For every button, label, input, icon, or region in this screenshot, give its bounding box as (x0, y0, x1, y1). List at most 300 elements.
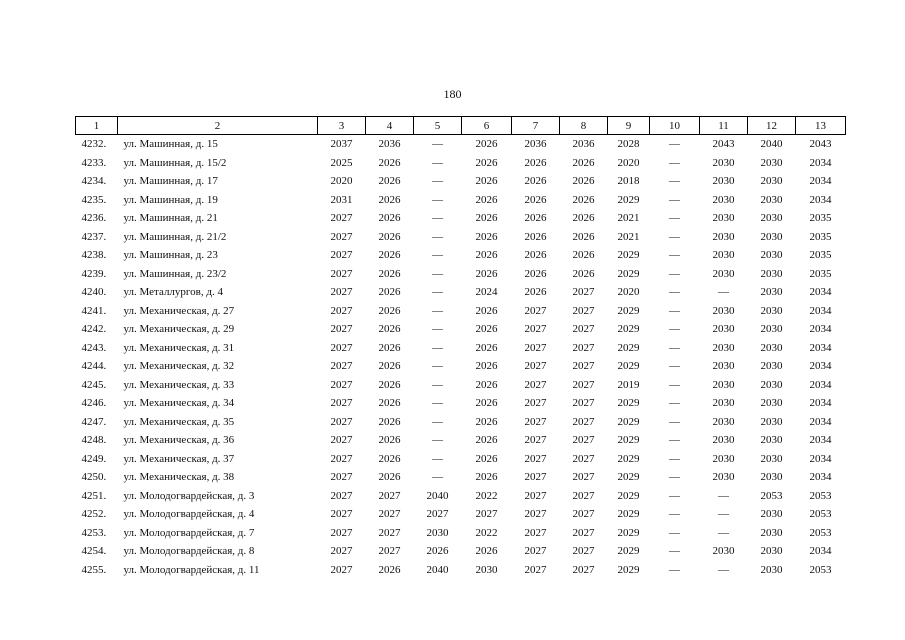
year-cell: 2029 (617, 267, 640, 280)
year-cell: 2027 (524, 489, 547, 502)
address-cell: ул. Машинная, д. 17 (123, 175, 218, 188)
year-cell: 2027 (330, 471, 353, 484)
year-cell: 2030 (760, 397, 783, 410)
year-cell: — (718, 526, 729, 539)
year-cell: 2034 (809, 415, 832, 428)
year-cell: 2026 (475, 249, 498, 262)
year-cell: 2026 (475, 434, 498, 447)
table-row (76, 394, 846, 413)
column-header: 6 (462, 117, 512, 135)
year-cell: 2030 (712, 267, 735, 280)
year-cell: 2030 (760, 434, 783, 447)
year-cell: 2022 (475, 489, 498, 502)
column-header: 11 (700, 117, 748, 135)
year-cell: 2027 (572, 323, 595, 336)
year-cell: 2030 (712, 360, 735, 373)
address-cell: ул. Механическая, д. 29 (123, 323, 235, 336)
year-cell: — (669, 267, 680, 280)
year-cell: — (669, 230, 680, 243)
year-cell: 2024 (475, 286, 498, 299)
year-cell: — (432, 212, 443, 225)
address-cell: ул. Машинная, д. 21 (123, 212, 218, 225)
year-cell: 2027 (572, 378, 595, 391)
year-cell: 2026 (475, 212, 498, 225)
year-cell: 2026 (475, 175, 498, 188)
year-cell: 2030 (712, 249, 735, 262)
year-cell: — (669, 471, 680, 484)
year-cell: — (669, 156, 680, 169)
year-cell: 2030 (712, 545, 735, 558)
year-cell: — (669, 563, 680, 576)
year-cell: 2034 (809, 341, 832, 354)
year-cell: 2029 (617, 434, 640, 447)
year-cell: — (432, 341, 443, 354)
year-cell: 2030 (712, 452, 735, 465)
year-cell: — (669, 175, 680, 188)
row-number: 4246. (81, 397, 107, 410)
year-cell: 2029 (617, 304, 640, 317)
year-cell: 2034 (809, 452, 832, 465)
year-cell: 2021 (617, 230, 640, 243)
row-number: 4240. (81, 286, 107, 299)
year-cell: 2034 (809, 471, 832, 484)
address-cell: ул. Молодогвардейская, д. 7 (123, 526, 255, 539)
year-cell: 2053 (809, 489, 832, 502)
table-header-row (76, 117, 846, 135)
year-cell: 2029 (617, 508, 640, 521)
address-cell: ул. Металлургов, д. 4 (123, 286, 223, 299)
year-cell: 2026 (475, 378, 498, 391)
year-cell: 2030 (760, 286, 783, 299)
year-cell: 2026 (572, 212, 595, 225)
year-cell: 2025 (330, 156, 353, 169)
address-cell: ул. Механическая, д. 31 (123, 341, 235, 354)
address-cell: ул. Механическая, д. 36 (123, 434, 235, 447)
address-cell: ул. Машинная, д. 21/2 (123, 230, 227, 243)
table-row (76, 357, 846, 376)
year-cell: 2027 (572, 304, 595, 317)
year-cell: 2027 (524, 415, 547, 428)
year-cell: 2040 (426, 489, 449, 502)
year-cell: 2027 (378, 489, 401, 502)
table-row (76, 413, 846, 432)
table-row (76, 302, 846, 321)
year-cell: 2026 (475, 360, 498, 373)
year-cell: 2034 (809, 378, 832, 391)
year-cell: 2031 (330, 193, 353, 206)
year-cell: — (432, 323, 443, 336)
year-cell: — (669, 286, 680, 299)
table-row (76, 450, 846, 469)
year-cell: 2027 (330, 286, 353, 299)
year-cell: 2027 (330, 415, 353, 428)
year-cell: 2034 (809, 175, 832, 188)
table-row (76, 283, 846, 302)
year-cell: 2034 (809, 193, 832, 206)
table-row (76, 524, 846, 543)
row-number: 4235. (81, 193, 107, 206)
data-table (75, 116, 846, 579)
year-cell: 2027 (330, 526, 353, 539)
year-cell: 2027 (572, 415, 595, 428)
year-cell: 2026 (378, 249, 401, 262)
year-cell: 2027 (330, 452, 353, 465)
year-cell: 2026 (378, 341, 401, 354)
year-cell: — (432, 434, 443, 447)
year-cell: — (432, 175, 443, 188)
year-cell: 2053 (760, 489, 783, 502)
page-number: 180 (443, 87, 462, 101)
year-cell: 2029 (617, 193, 640, 206)
year-cell: 2034 (809, 323, 832, 336)
year-cell: — (669, 397, 680, 410)
year-cell: 2027 (330, 508, 353, 521)
table-row (76, 191, 846, 210)
address-cell: ул. Молодогвардейская, д. 8 (123, 545, 255, 558)
row-number: 4252. (81, 508, 107, 521)
year-cell: 2027 (572, 563, 595, 576)
year-cell: 2027 (426, 508, 449, 521)
table-row (76, 154, 846, 173)
row-number: 4249. (81, 452, 107, 465)
year-cell: — (432, 249, 443, 262)
year-cell: 2026 (475, 193, 498, 206)
year-cell: 2026 (378, 193, 401, 206)
row-number: 4245. (81, 378, 107, 391)
year-cell: 2030 (760, 175, 783, 188)
year-cell: 2034 (809, 304, 832, 317)
year-cell: 2027 (524, 341, 547, 354)
year-cell: 2037 (330, 138, 353, 151)
year-cell: 2027 (524, 378, 547, 391)
year-cell: — (432, 378, 443, 391)
year-cell: 2027 (572, 341, 595, 354)
year-cell: — (669, 508, 680, 521)
table-body (76, 135, 846, 580)
address-cell: ул. Молодогвардейская, д. 4 (123, 508, 255, 521)
year-cell: 2034 (809, 156, 832, 169)
year-cell: 2026 (475, 545, 498, 558)
column-header: 13 (796, 117, 846, 135)
row-number: 4254. (81, 545, 107, 558)
year-cell: 2020 (617, 286, 640, 299)
year-cell: — (432, 415, 443, 428)
year-cell: 2027 (572, 397, 595, 410)
year-cell: 2027 (572, 452, 595, 465)
year-cell: 2026 (378, 360, 401, 373)
row-number: 4236. (81, 212, 107, 225)
address-cell: ул. Механическая, д. 32 (123, 360, 235, 373)
table-row (76, 468, 846, 487)
column-header: 3 (318, 117, 366, 135)
year-cell: — (432, 304, 443, 317)
table-row (76, 246, 846, 265)
year-cell: 2030 (712, 212, 735, 225)
year-cell: — (718, 489, 729, 502)
year-cell: 2030 (760, 193, 783, 206)
year-cell: 2029 (617, 323, 640, 336)
row-number: 4234. (81, 175, 107, 188)
year-cell: 2040 (426, 563, 449, 576)
year-cell: — (669, 212, 680, 225)
year-cell: 2053 (809, 526, 832, 539)
year-cell: 2030 (760, 452, 783, 465)
year-cell: 2030 (760, 323, 783, 336)
year-cell: 2026 (572, 267, 595, 280)
year-cell: — (669, 304, 680, 317)
year-cell: — (718, 563, 729, 576)
year-cell: 2043 (712, 138, 735, 151)
year-cell: 2043 (809, 138, 832, 151)
year-cell: 2027 (524, 526, 547, 539)
year-cell: 2026 (378, 471, 401, 484)
year-cell: 2036 (572, 138, 595, 151)
year-cell: 2030 (712, 434, 735, 447)
year-cell: 2030 (712, 156, 735, 169)
table-row (76, 320, 846, 339)
table-row (76, 431, 846, 450)
year-cell: 2030 (712, 175, 735, 188)
column-header: 9 (608, 117, 650, 135)
year-cell: 2035 (809, 230, 832, 243)
year-cell: 2030 (760, 267, 783, 280)
year-cell: — (432, 397, 443, 410)
year-cell: — (432, 193, 443, 206)
year-cell: — (432, 452, 443, 465)
year-cell: 2030 (712, 397, 735, 410)
year-cell: 2027 (330, 545, 353, 558)
year-cell: 2026 (475, 323, 498, 336)
column-header: 7 (512, 117, 560, 135)
year-cell: 2034 (809, 545, 832, 558)
year-cell: 2027 (572, 286, 595, 299)
year-cell: 2026 (378, 397, 401, 410)
year-cell: — (432, 471, 443, 484)
year-cell: 2027 (572, 360, 595, 373)
year-cell: 2027 (330, 304, 353, 317)
table-row (76, 265, 846, 284)
column-header: 12 (748, 117, 796, 135)
year-cell: 2029 (617, 397, 640, 410)
year-cell: 2026 (378, 434, 401, 447)
row-number: 4233. (81, 156, 107, 169)
table-row (76, 561, 846, 580)
column-header: 2 (118, 117, 318, 135)
year-cell: 2029 (617, 249, 640, 262)
year-cell: — (432, 286, 443, 299)
year-cell: 2028 (617, 138, 640, 151)
year-cell: 2027 (524, 545, 547, 558)
year-cell: 2035 (809, 212, 832, 225)
year-cell: 2026 (524, 230, 547, 243)
year-cell: 2027 (572, 471, 595, 484)
address-cell: ул. Молодогвардейская, д. 11 (123, 563, 260, 576)
year-cell: 2026 (475, 267, 498, 280)
year-cell: 2027 (330, 397, 353, 410)
year-cell: 2029 (617, 360, 640, 373)
year-cell: 2030 (475, 563, 498, 576)
year-cell: 2026 (475, 397, 498, 410)
year-cell: 2029 (617, 415, 640, 428)
year-cell: 2026 (475, 415, 498, 428)
year-cell: 2040 (760, 138, 783, 151)
year-cell: 2030 (712, 193, 735, 206)
year-cell: 2026 (524, 212, 547, 225)
year-cell: 2030 (760, 378, 783, 391)
year-cell: 2026 (572, 156, 595, 169)
year-cell: 2027 (475, 508, 498, 521)
year-cell: 2030 (712, 415, 735, 428)
year-cell: — (669, 434, 680, 447)
row-number: 4247. (81, 415, 107, 428)
year-cell: 2027 (330, 360, 353, 373)
table-row (76, 505, 846, 524)
year-cell: — (432, 138, 443, 151)
address-cell: ул. Механическая, д. 33 (123, 378, 235, 391)
year-cell: 2020 (617, 156, 640, 169)
row-number: 4237. (81, 230, 107, 243)
year-cell: 2029 (617, 563, 640, 576)
year-cell: 2030 (760, 249, 783, 262)
year-cell: 2027 (524, 434, 547, 447)
year-cell: 2030 (760, 341, 783, 354)
year-cell: — (669, 415, 680, 428)
table-row (76, 542, 846, 561)
year-cell: 2026 (378, 156, 401, 169)
year-cell: 2030 (712, 378, 735, 391)
year-cell: 2030 (712, 471, 735, 484)
year-cell: 2030 (712, 341, 735, 354)
year-cell: 2027 (524, 397, 547, 410)
year-cell: — (432, 267, 443, 280)
table-row (76, 209, 846, 228)
year-cell: 2029 (617, 471, 640, 484)
year-cell: — (669, 545, 680, 558)
column-header: 8 (560, 117, 608, 135)
year-cell: 2026 (378, 212, 401, 225)
row-number: 4241. (81, 304, 107, 317)
year-cell: 2026 (378, 304, 401, 317)
year-cell: 2034 (809, 434, 832, 447)
year-cell: 2019 (617, 378, 640, 391)
year-cell: 2027 (524, 508, 547, 521)
address-cell: ул. Машинная, д. 19 (123, 193, 218, 206)
year-cell: 2026 (524, 286, 547, 299)
year-cell: 2027 (330, 212, 353, 225)
year-cell: 2035 (809, 267, 832, 280)
year-cell: 2026 (572, 249, 595, 262)
row-number: 4242. (81, 323, 107, 336)
year-cell: 2027 (524, 360, 547, 373)
year-cell: 2026 (475, 138, 498, 151)
row-number: 4251. (81, 489, 107, 502)
year-cell: 2034 (809, 360, 832, 373)
year-cell: 2034 (809, 286, 832, 299)
year-cell: 2026 (524, 267, 547, 280)
year-cell: 2027 (572, 508, 595, 521)
year-cell: 2034 (809, 397, 832, 410)
year-cell: 2021 (617, 212, 640, 225)
address-cell: ул. Машинная, д. 15 (123, 138, 218, 151)
year-cell: 2053 (809, 508, 832, 521)
year-cell: 2027 (572, 489, 595, 502)
year-cell: 2035 (809, 249, 832, 262)
year-cell: 2026 (475, 341, 498, 354)
table-row (76, 339, 846, 358)
year-cell: 2027 (378, 526, 401, 539)
year-cell: 2030 (760, 156, 783, 169)
year-cell: 2029 (617, 341, 640, 354)
year-cell: 2027 (330, 489, 353, 502)
year-cell: 2027 (378, 508, 401, 521)
address-cell: ул. Механическая, д. 35 (123, 415, 235, 428)
year-cell: 2026 (378, 415, 401, 428)
year-cell: — (432, 230, 443, 243)
year-cell: 2026 (378, 175, 401, 188)
year-cell: 2027 (572, 526, 595, 539)
year-cell: 2027 (524, 323, 547, 336)
address-cell: ул. Механическая, д. 38 (123, 471, 235, 484)
year-cell: 2027 (524, 304, 547, 317)
row-number: 4250. (81, 471, 107, 484)
table-row (76, 487, 846, 506)
address-cell: ул. Машинная, д. 23/2 (123, 267, 227, 280)
year-cell: 2026 (475, 230, 498, 243)
year-cell: 2026 (475, 471, 498, 484)
year-cell: 2029 (617, 452, 640, 465)
year-cell: 2026 (572, 193, 595, 206)
year-cell: 2022 (475, 526, 498, 539)
year-cell: 2026 (524, 193, 547, 206)
address-cell: ул. Механическая, д. 27 (123, 304, 235, 317)
row-number: 4239. (81, 267, 107, 280)
year-cell: 2026 (572, 175, 595, 188)
address-cell: ул. Молодогвардейская, д. 3 (123, 489, 255, 502)
address-cell: ул. Машинная, д. 23 (123, 249, 218, 262)
table-row (76, 135, 846, 154)
column-header: 10 (650, 117, 700, 135)
year-cell: 2027 (330, 230, 353, 243)
year-cell: 2030 (760, 563, 783, 576)
year-cell: 2027 (330, 434, 353, 447)
year-cell: 2020 (330, 175, 353, 188)
year-cell: — (669, 378, 680, 391)
row-number: 4232. (81, 138, 107, 151)
row-number: 4248. (81, 434, 107, 447)
row-number: 4255. (81, 563, 107, 576)
table-row (76, 228, 846, 247)
year-cell: 2026 (378, 267, 401, 280)
year-cell: 2030 (760, 212, 783, 225)
row-number: 4238. (81, 249, 107, 262)
year-cell: 2026 (572, 230, 595, 243)
year-cell: 2030 (712, 304, 735, 317)
year-cell: 2030 (760, 545, 783, 558)
year-cell: — (669, 452, 680, 465)
year-cell: — (718, 286, 729, 299)
year-cell: — (669, 138, 680, 151)
year-cell: 2026 (378, 378, 401, 391)
year-cell: 2027 (330, 378, 353, 391)
address-cell: ул. Машинная, д. 15/2 (123, 156, 227, 169)
row-number: 4244. (81, 360, 107, 373)
year-cell: 2026 (378, 286, 401, 299)
year-cell: — (432, 156, 443, 169)
year-cell: 2036 (378, 138, 401, 151)
table-row (76, 172, 846, 191)
year-cell: — (669, 341, 680, 354)
year-cell: 2029 (617, 489, 640, 502)
